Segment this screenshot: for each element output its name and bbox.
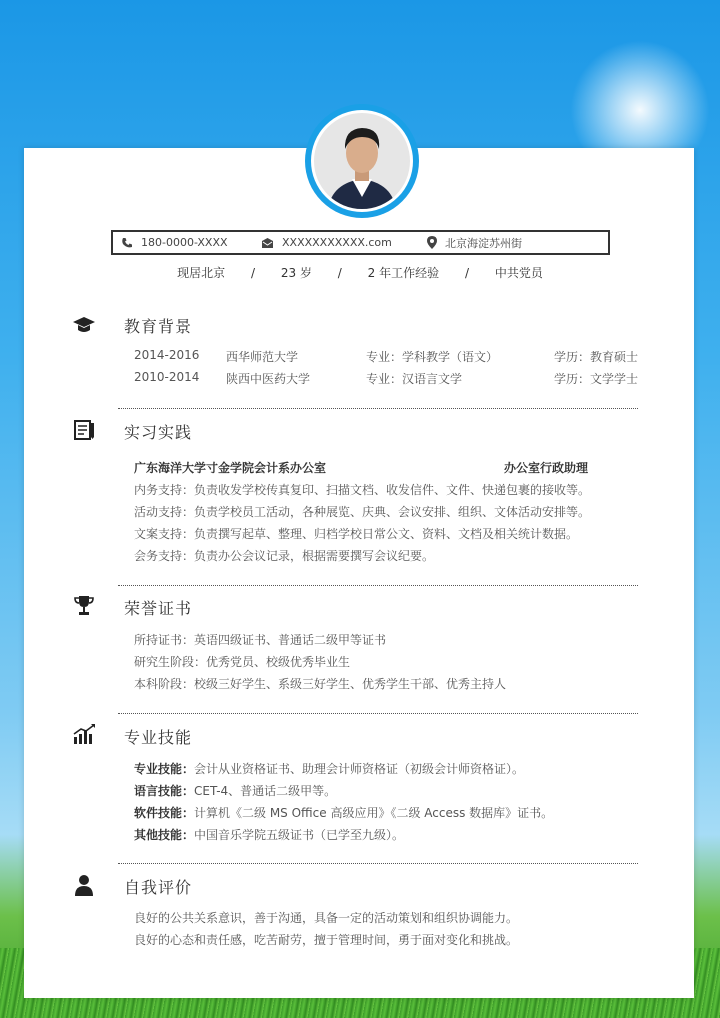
intern-duty: 文案支持：负责撰写起草、整理、归档学校日常公文、资料、文档及相关统计数据。 — [134, 527, 579, 541]
info-separator: / — [464, 266, 469, 280]
address-text: 北京海淀苏州街 — [445, 236, 522, 250]
intern-duty: 内务支持：负责收发学校传真复印、扫描文档、收发信件、文件、快递包裹的接收等。 — [134, 483, 591, 497]
info-experience: 2 年工作经验 — [367, 266, 440, 280]
edu-major: 专业：汉语言文学 — [366, 372, 463, 386]
skill-text: CET-4、普通话二级甲等。 — [194, 784, 337, 798]
bar-chart-icon — [72, 722, 96, 746]
person-icon — [72, 873, 96, 897]
edu-school: 陕西中医药大学 — [226, 372, 311, 386]
intern-duty: 会务支持：负责办公会议记录，根据需要撰写会议纪要。 — [134, 549, 435, 563]
skill-label: 语言技能： — [134, 784, 195, 798]
edu-school: 西华师范大学 — [226, 350, 299, 364]
section-divider — [118, 713, 638, 714]
skill-text: 计算机《二级 MS Office 高级应用》《二级 Access 数据库》证书。 — [194, 806, 554, 820]
section-divider — [118, 863, 638, 864]
skill-label: 其他技能： — [134, 828, 195, 842]
notebook-icon — [72, 418, 96, 442]
intern-duty: 活动支持：负责学校员工活动，各种展览、庆典、会议安排、组织、文体活动安排等。 — [134, 505, 591, 519]
section-title-internship: 实习实践 — [124, 423, 193, 442]
edu-degree: 学历：文学学士 — [554, 372, 639, 386]
contact-email — [261, 236, 427, 249]
edu-period: 2014-2016 — [134, 348, 200, 362]
honor-item: 本科阶段：校级三好学生、系级三好学生、优秀学生干部、优秀主持人 — [134, 677, 507, 691]
info-separator: / — [251, 266, 256, 280]
info-age: 23 岁 — [280, 266, 312, 280]
section-title-education: 教育背景 — [124, 317, 193, 336]
info-separator: / — [337, 266, 342, 280]
skill-item — [134, 760, 524, 777]
contact-bar — [111, 230, 610, 255]
edu-period: 2010-2014 — [134, 370, 200, 384]
edu-major: 专业：学科教学（语文） — [366, 350, 499, 364]
skill-text: 会计从业资格证书、助理会计师资格证（初级会计师资格证）。 — [194, 762, 525, 776]
avatar — [305, 104, 419, 218]
skill-text: 中国音乐学院五级证书（已学至九级）。 — [194, 828, 405, 842]
skill-item — [134, 782, 336, 799]
skill-item — [134, 826, 404, 843]
honor-item: 研究生阶段：优秀党员、校级优秀毕业生 — [134, 655, 351, 669]
location-pin-icon — [427, 236, 437, 249]
contact-address — [427, 235, 522, 251]
basic-info — [0, 264, 720, 281]
honor-item: 所持证书：英语四级证书、普通话二级甲等证书 — [134, 633, 387, 647]
section-divider — [118, 585, 638, 586]
section-title-honors: 荣誉证书 — [124, 599, 193, 618]
trophy-icon — [72, 594, 96, 618]
edu-degree: 学历：教育硕士 — [554, 350, 639, 364]
skill-label: 软件技能： — [134, 806, 195, 820]
mail-icon — [261, 237, 274, 249]
self-eval-item: 良好的公共关系意识，善于沟通，具备一定的活动策划和组织协调能力。 — [134, 911, 519, 925]
skill-item — [134, 804, 553, 821]
email-text: XXXXXXXXXXX.com — [282, 236, 392, 249]
info-politics: 中共党员 — [494, 266, 543, 280]
section-title-self: 自我评价 — [124, 878, 193, 897]
skill-label: 专业技能： — [134, 762, 195, 776]
section-divider — [118, 408, 638, 409]
phone-text: 180-0000-XXXX — [141, 236, 228, 249]
section-title-skills: 专业技能 — [124, 728, 193, 747]
self-eval-item: 良好的心态和责任感，吃苦耐劳，擅于管理时间，勇于面对变化和挑战。 — [134, 933, 519, 947]
info-location: 现居北京 — [177, 266, 226, 280]
phone-icon — [121, 237, 133, 249]
profile-photo — [314, 113, 410, 209]
intern-position: 办公室行政助理 — [504, 461, 589, 475]
contact-phone — [121, 236, 261, 249]
graduation-cap-icon — [72, 313, 96, 337]
intern-organization: 广东海洋大学寸金学院会计系办公室 — [134, 461, 327, 475]
